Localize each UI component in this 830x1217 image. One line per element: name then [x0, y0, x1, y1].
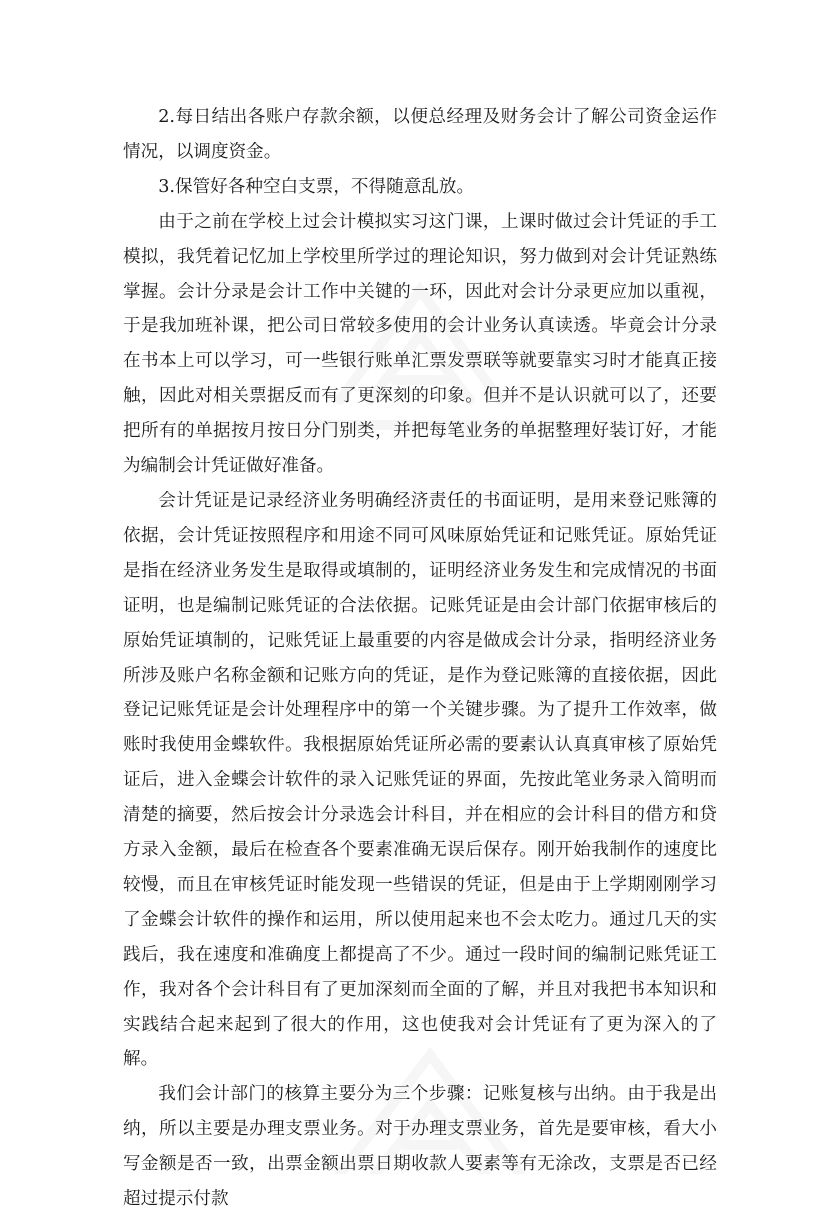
paragraph: 由于之前在学校上过会计模拟实习这门课，上课时做过会计凭证的手工模拟，我凭着记忆加上学校里所学过的理论知识，努力做到对会计凭证熟练掌握。会计分录是会计工作中关键的一环，因此对会计分录更应加以重视，于是我加班补课，把公司日常较多使用的会计业务认真读透。毕竟会计分录在书本上可以学习，可一些银行账单汇票发票联等就要靠实习时才能真正接触，因此对相关票据反而有了更深刻的印象。但并不是认识就可以了，还要把所有的单据按月按日分门别类，并把每笔业务的单据整理好装订好，才能为编制会计凭证做好准备。 — [123, 211, 717, 477]
paragraph: 3.保管好各种空白支票，不得随意乱放。 — [158, 176, 475, 197]
paragraph: 会计凭证是记录经济业务明确经济责任的书面证明，是用来登记账簿的依据，会计凭证按照程序和用途不同可风味原始凭证和记账凭证。原始凭证是指在经济业务发生是取得或填制的，证明经济业务发生和完成情况的书面证明，也是编制记账凭证的合法依据。记账凭证是由会计部门依据审核后的原始凭证填制的，记账凭证上最重要的内容是做成会计分录，指明经济业务所涉及账户名称金额和记账方向的凭证，是作为登记账簿的直接依据，因此登记记账凭证是会计处理程序中的第一个关键步骤。为了提升工作效率，做账时我使用金蝶软件。我根据原始凭证所必需的要素认认真真审核了原始凭证后，进入金蝶会计软件的录入记账凭证的界面，先按此笔业务录入简明而清楚的摘要，然后按会计分录选会计科目，并在相应的会计科目的借方和贷方录入金额，最后在检查各个要素准确无误后保存。刚开始我制作的速度比较慢，而且在审核凭证时能发现一些错误的凭证，但是由于上学期刚刚学习了金蝶会计软件的操作和运用，所以使用起来也不会太吃力。通过几天的实践后，我在速度和准确度上都提高了不少。通过一段时间的编制记账凭证工作，我对各个会计科目有了更加深刻而全面的了解，并且对我把书本知识和实践结合起来起到了很大的作用，这也使我对会计凭证有了更为深入的了解。 — [123, 490, 717, 1070]
document-body — [123, 100, 717, 1217]
paragraph: 我们会计部门的核算主要分为三个步骤：记账复核与出纳。由于我是出纳，所以主要是办理支票业务。对于办理支票业务，首先是要审核，看大小写金额是否一致，出票金额出票日期收款人要素等有无涂改，支票是否已经超过提示付款 — [123, 1084, 717, 1210]
paragraph: 2.每日结出各账户存款余额，以便总经理及财务会计了解公司资金运作情况，以调度资金。 — [123, 107, 717, 162]
